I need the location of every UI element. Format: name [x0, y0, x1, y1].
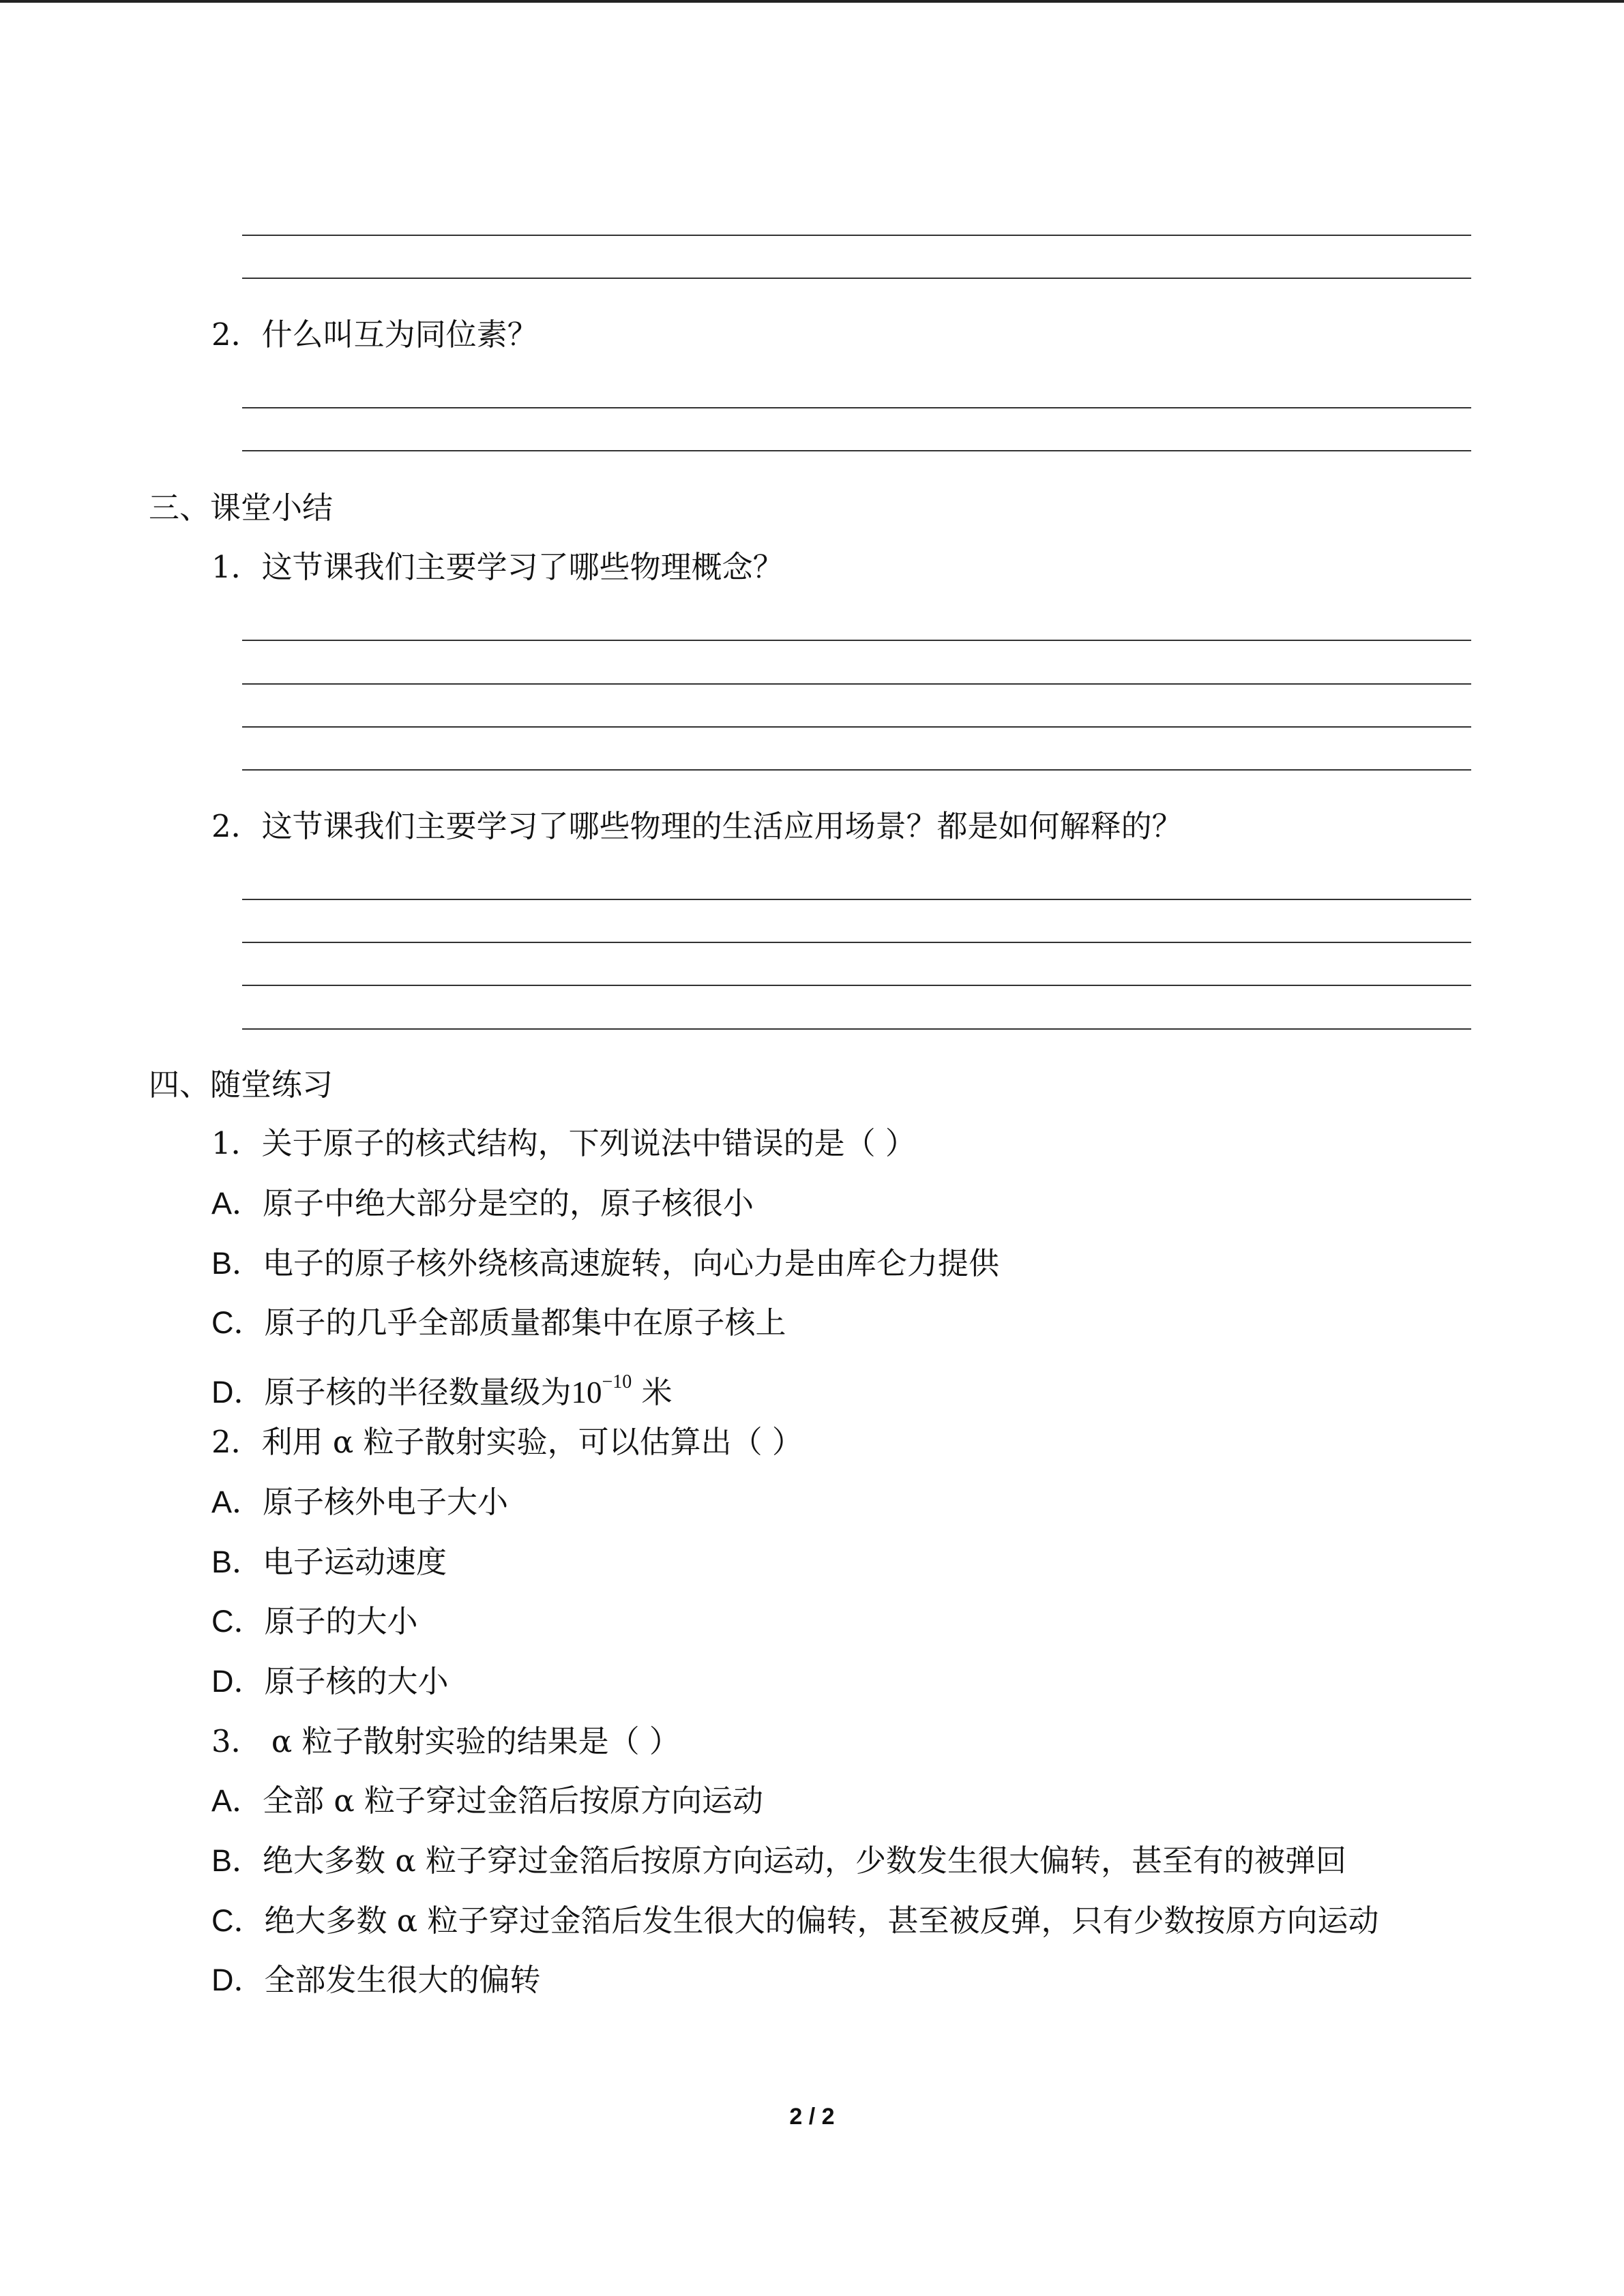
option-letter: B． — [211, 1246, 263, 1281]
answer-line — [242, 450, 1471, 451]
sci-notation-base: 10 — [571, 1375, 602, 1410]
exercise-2-option-d — [211, 1661, 449, 1702]
sci-notation-exponent: −10 — [602, 1371, 632, 1392]
answer-line — [242, 726, 1471, 728]
option-letter: C． — [211, 1604, 265, 1639]
option-text-unit: 米 — [632, 1374, 673, 1410]
section-3-heading: 三、课堂小结 — [149, 490, 334, 526]
answer-line — [242, 942, 1471, 943]
answer-line — [242, 769, 1471, 771]
exercise-1-stem: 1．关于原子的核式结构，下列说法中错误的是（ ） — [211, 1125, 916, 1161]
option-letter: B． — [211, 1843, 263, 1878]
option-text: 原子核的大小 — [264, 1663, 449, 1699]
exercise-1-option-b — [211, 1243, 999, 1284]
option-text: 原子核的半径数量级为 — [264, 1374, 572, 1410]
exercise-2-option-c — [211, 1601, 418, 1642]
question-isotope: 2．什么叫互为同位素？ — [211, 316, 538, 353]
option-letter: A． — [211, 1485, 263, 1519]
answer-line — [242, 235, 1471, 236]
option-text: 电子运动速度 — [263, 1544, 447, 1580]
option-letter: C． — [211, 1305, 265, 1340]
option-text: 全部发生很大的偏转 — [264, 1962, 541, 1998]
section-4-heading: 四、随堂练习 — [149, 1067, 334, 1103]
exercise-1-option-d — [211, 1362, 673, 1413]
answer-line — [242, 407, 1471, 408]
exercise-2-option-a — [211, 1482, 508, 1523]
exercise-2-stem: 2．利用 α 粒子散射实验，可以估算出（ ） — [211, 1424, 803, 1460]
exercise-1-option-a — [211, 1183, 754, 1224]
exercise-1-option-c — [211, 1302, 786, 1343]
page-top-border — [0, 0, 1624, 3]
answer-line — [242, 985, 1471, 986]
page-number: 2 / 2 — [789, 2104, 835, 2130]
option-text: 原子的几乎全部质量都集中在原子核上 — [264, 1304, 786, 1341]
option-text: 绝大多数 α 粒子穿过金箔后发生很大的偏转，甚至被反弹，只有少数按原方向运动 — [264, 1903, 1379, 1939]
option-letter: D． — [211, 1963, 265, 1997]
option-letter: A． — [211, 1783, 263, 1818]
option-text: 绝大多数 α 粒子穿过金箔后按原方向运动，少数发生很大偏转，甚至有的被弹回 — [263, 1843, 1347, 1879]
exercise-3-option-b — [211, 1840, 1346, 1881]
option-text: 原子的大小 — [264, 1603, 418, 1639]
option-letter: D． — [211, 1664, 265, 1699]
option-letter: A． — [211, 1186, 263, 1221]
option-text: 全部 α 粒子穿过金箔后按原方向运动 — [263, 1783, 764, 1819]
option-text: 原子中绝大部分是空的，原子核很小 — [263, 1185, 754, 1221]
option-letter: D． — [211, 1375, 265, 1410]
exercise-2-option-b — [211, 1542, 447, 1583]
exercise-3-stem: 3． α 粒子散射实验的结果是（ ） — [211, 1723, 680, 1759]
option-letter: C． — [211, 1903, 265, 1938]
summary-question-1: 1．这节课我们主要学习了哪些物理概念？ — [211, 549, 784, 585]
option-letter: B． — [211, 1545, 263, 1579]
exercise-3-option-c — [211, 1900, 1379, 1941]
exercise-3-option-a — [211, 1780, 763, 1821]
answer-line — [242, 278, 1471, 279]
answer-line — [242, 1028, 1471, 1030]
exercise-3-option-d — [211, 1960, 541, 2001]
answer-line — [242, 899, 1471, 900]
option-text: 原子核外电子大小 — [263, 1484, 509, 1520]
option-text: 电子的原子核外绕核高速旋转，向心力是由库仑力提供 — [263, 1245, 1000, 1281]
answer-line — [242, 683, 1471, 685]
answer-line — [242, 640, 1471, 641]
summary-question-2: 2．这节课我们主要学习了哪些物理的生活应用场景？都是如何解释的？ — [211, 808, 1183, 844]
